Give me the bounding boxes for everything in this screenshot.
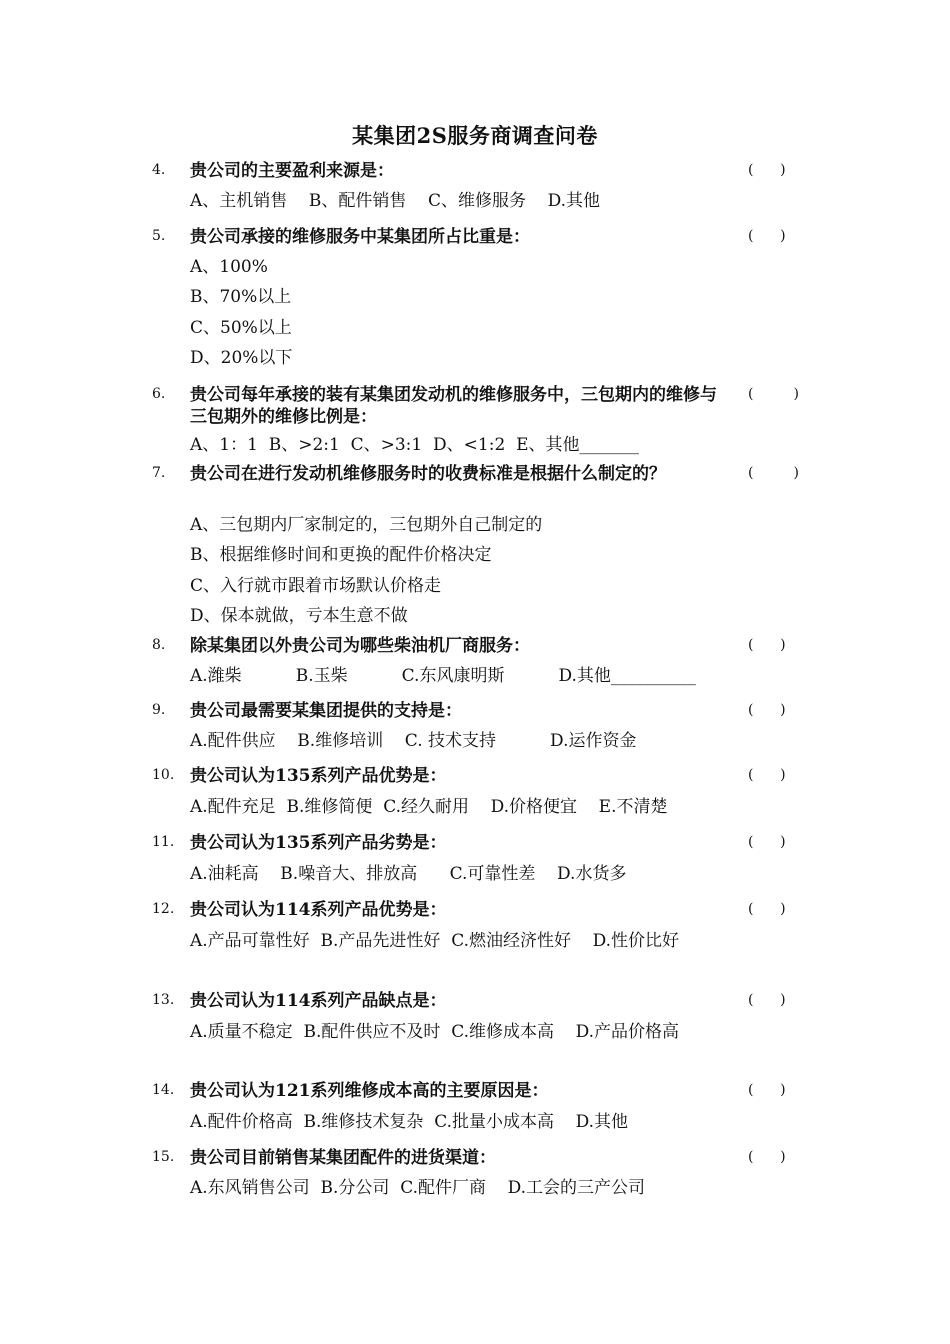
question-text: 贵公司承接的维修服务中某集团所占比重是：	[190, 227, 530, 247]
question-number: 6.	[152, 386, 166, 402]
option-line: A.东风销售公司 B.分公司 C.配件厂商 D.工会的三产公司	[190, 1178, 646, 1198]
question-text: 除某集团以外贵公司为哪些柴油机厂商服务：	[190, 636, 530, 656]
option-line: B、70%以上	[190, 287, 292, 307]
question-number: 7.	[152, 465, 166, 481]
question-number: 13.	[152, 992, 175, 1008]
option-line: A、100%	[190, 257, 268, 277]
question-number: 9.	[152, 702, 166, 718]
question-number: 12.	[152, 901, 175, 917]
question-text: 贵公司认为135系列产品劣势是：	[190, 833, 447, 853]
option-line: A、1：1 B、>2:1 C、>3:1 D、<1:2 E、其他_______	[190, 435, 639, 455]
answer-blank[interactable]: ( )	[748, 702, 786, 718]
question-number: 10.	[152, 767, 175, 783]
option-line: A、三包期内厂家制定的，三包期外自己制定的	[190, 515, 543, 535]
question-text: 贵公司最需要某集团提供的支持是：	[190, 701, 462, 721]
answer-blank[interactable]: ( )	[748, 228, 786, 244]
answer-blank[interactable]: ( )	[748, 834, 786, 850]
option-line: A.配件充足 B.维修简便 C.经久耐用 D.价格便宜 E.不清楚	[190, 797, 668, 817]
option-line: A.潍柴 B.玉柴 C.东风康明斯 D.其他__________	[190, 666, 696, 686]
option-line: A、主机销售 B、配件销售 C、维修服务 D.其他	[190, 191, 601, 211]
option-line: D、20%以下	[190, 348, 293, 368]
answer-blank[interactable]: ( )	[748, 992, 786, 1008]
answer-blank[interactable]: ( )	[748, 767, 786, 783]
option-line: C、50%以上	[190, 318, 292, 338]
question-text: 贵公司认为121系列维修成本高的主要原因是：	[190, 1081, 549, 1101]
option-line: B、根据维修时间和更换的配件价格决定	[190, 545, 492, 565]
option-line: D、保本就做，亏本生意不做	[190, 606, 408, 626]
question-text: 贵公司每年承接的装有某集团发动机的维修服务中，三包期内的维修与三包期外的维修比例是：	[190, 385, 717, 427]
option-line: A.配件价格高 B.维修技术复杂 C.批量小成本高 D.其他	[190, 1112, 629, 1132]
answer-blank[interactable]: ( )	[748, 637, 786, 653]
option-line: C、入行就市跟着市场默认价格走	[190, 576, 442, 596]
option-line: A.配件供应 B.维修培训 C. 技术支持 D.运作资金	[190, 731, 637, 751]
answer-blank[interactable]: ( )	[748, 1149, 786, 1165]
option-line: A.质量不稳定 B.配件供应不及时 C.维修成本高 D.产品价格高	[190, 1022, 680, 1042]
question-number: 5.	[152, 228, 166, 244]
page-title: 某集团2S服务商调查问卷	[352, 123, 598, 148]
answer-blank[interactable]: ( )	[748, 162, 786, 178]
answer-blank[interactable]: ( )	[748, 386, 799, 402]
question-number: 15.	[152, 1149, 175, 1165]
question-text: 贵公司认为114系列产品优势是：	[190, 900, 447, 920]
question-text: 贵公司认为114系列产品缺点是：	[190, 991, 447, 1011]
question-number: 4.	[152, 162, 166, 178]
answer-blank[interactable]: ( )	[748, 465, 799, 481]
question-text: 贵公司认为135系列产品优势是：	[190, 766, 447, 786]
question-number: 14.	[152, 1082, 175, 1098]
option-line: A.油耗高 B.噪音大、排放高 C.可靠性差 D.水货多	[190, 864, 627, 884]
question-number: 11.	[152, 834, 175, 850]
question-number: 8.	[152, 637, 166, 653]
option-line: A.产品可靠性好 B.产品先进性好 C.燃油经济性好 D.性价比好	[190, 931, 680, 951]
question-text: 贵公司目前销售某集团配件的进货渠道：	[190, 1148, 496, 1168]
answer-blank[interactable]: ( )	[748, 901, 786, 917]
answer-blank[interactable]: ( )	[748, 1082, 786, 1098]
question-text: 贵公司的主要盈利来源是：	[190, 161, 394, 181]
question-text: 贵公司在进行发动机维修服务时的收费标准是根据什么制定的？	[190, 464, 666, 484]
